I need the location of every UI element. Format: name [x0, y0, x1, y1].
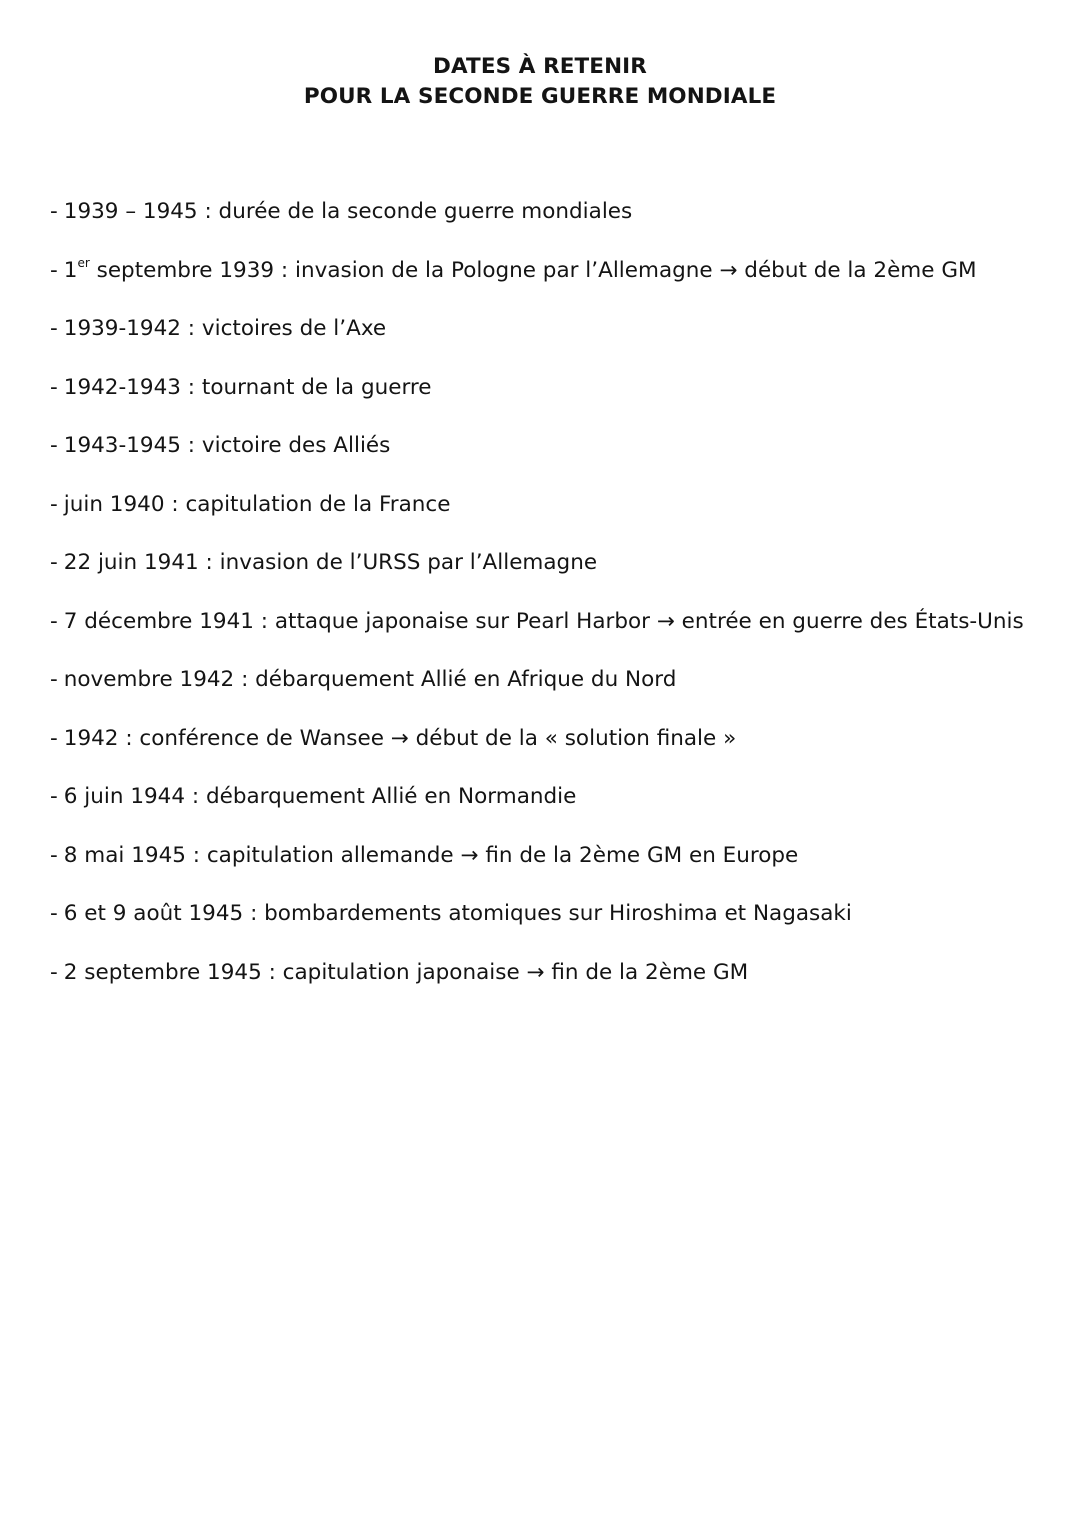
- list-dash: -: [50, 842, 58, 868]
- entry-date: 1: [63, 257, 78, 283]
- list-item: [50, 373, 1040, 402]
- entry-text: tournant de la guerre: [201, 374, 432, 400]
- list-item: [50, 782, 1040, 811]
- entry-text: attaque japonaise sur Pearl Harbor → entrée en guerre des États-Unis: [274, 608, 1024, 634]
- entry-separator: :: [274, 257, 296, 283]
- list-item: [50, 665, 1040, 694]
- list-item: [50, 256, 1040, 285]
- list-item: [50, 431, 1040, 460]
- list-dash: -: [50, 725, 58, 751]
- list-item: [50, 899, 1040, 928]
- entry-separator: :: [180, 316, 202, 341]
- title-line-1: DATES À RETENIR: [433, 54, 647, 79]
- entry-text: invasion de l’URSS par l’Allemagne: [219, 550, 598, 575]
- entry-date: juin 1940: [63, 491, 165, 517]
- entry-date: 7 décembre 1941: [63, 608, 254, 634]
- list-dash: -: [50, 608, 58, 634]
- entry-separator: :: [164, 491, 186, 517]
- list-dash: -: [50, 901, 58, 926]
- entry-text: durée de la seconde guerre mondiales: [218, 199, 633, 224]
- list-dash: -: [50, 257, 58, 283]
- entry-date: 8 mai 1945: [63, 842, 186, 868]
- list-item: [50, 548, 1040, 577]
- entry-date: 2 septembre 1945: [63, 959, 262, 985]
- list-dash: -: [50, 667, 58, 692]
- list-item: [50, 490, 1040, 519]
- entry-text: bombardements atomiques sur Hiroshima et Nagasaki: [264, 901, 852, 926]
- entry-date: 6 juin 1944: [63, 784, 186, 809]
- list-item: [50, 841, 1040, 870]
- list-dash: -: [50, 550, 58, 575]
- entry-date: 6 et 9 août 1945: [63, 901, 244, 926]
- entry-date: 1943-1945: [63, 433, 181, 458]
- entry-separator: :: [198, 550, 220, 575]
- entry-text: débarquement Allié en Normandie: [205, 784, 577, 809]
- entry-separator: :: [243, 901, 265, 926]
- entry-text: capitulation de la France: [185, 491, 451, 517]
- entry-text: victoire des Alliés: [201, 433, 391, 458]
- entry-date: 1942-1943: [63, 374, 181, 400]
- entry-date: 1939-1942: [63, 316, 181, 341]
- entry-text: conférence de Wansee → début de la « solution finale »: [139, 725, 737, 751]
- entry-text: invasion de la Pologne par l’Allemagne → début de la 2ème GM: [295, 257, 977, 283]
- list-dash: -: [50, 374, 58, 400]
- entry-separator: :: [253, 608, 275, 634]
- page-title: [0, 52, 1080, 112]
- entry-date: 1939 – 1945: [63, 199, 198, 224]
- entry-date: 22 juin 1941: [63, 550, 199, 575]
- entry-separator: :: [185, 784, 206, 809]
- entry-date: novembre 1942: [63, 667, 235, 692]
- list-dash: -: [50, 199, 58, 224]
- entry-separator: :: [180, 374, 202, 400]
- entry-text: débarquement Allié en Afrique du Nord: [255, 667, 677, 692]
- entry-text: capitulation allemande → fin de la 2ème GM en Europe: [206, 842, 799, 868]
- entry-separator: :: [185, 842, 207, 868]
- list-item: [50, 724, 1040, 753]
- entry-date-rest: septembre 1939: [89, 257, 275, 283]
- entry-separator: :: [180, 433, 202, 458]
- list-dash: -: [50, 784, 58, 809]
- list-item: [50, 958, 1040, 987]
- entry-text: victoires de l’Axe: [201, 316, 387, 341]
- list-item: [50, 197, 1040, 226]
- entry-date: 1942: [63, 725, 119, 751]
- list-item: [50, 607, 1040, 636]
- entry-text: capitulation japonaise → fin de la 2ème GM: [282, 959, 749, 985]
- title-line-2: POUR LA SECONDE GUERRE MONDIALE: [303, 84, 777, 109]
- list-item: [50, 314, 1040, 343]
- entry-separator: :: [197, 199, 219, 224]
- entry-separator: :: [118, 725, 140, 751]
- list-dash: -: [50, 491, 58, 517]
- entry-separator: :: [261, 959, 283, 985]
- list-dash: -: [50, 433, 58, 458]
- list-dash: -: [50, 316, 58, 341]
- entry-separator: :: [234, 667, 256, 692]
- entry-date-superscript: er: [77, 256, 90, 271]
- list-dash: -: [50, 959, 58, 985]
- dates-list: [50, 197, 1040, 1016]
